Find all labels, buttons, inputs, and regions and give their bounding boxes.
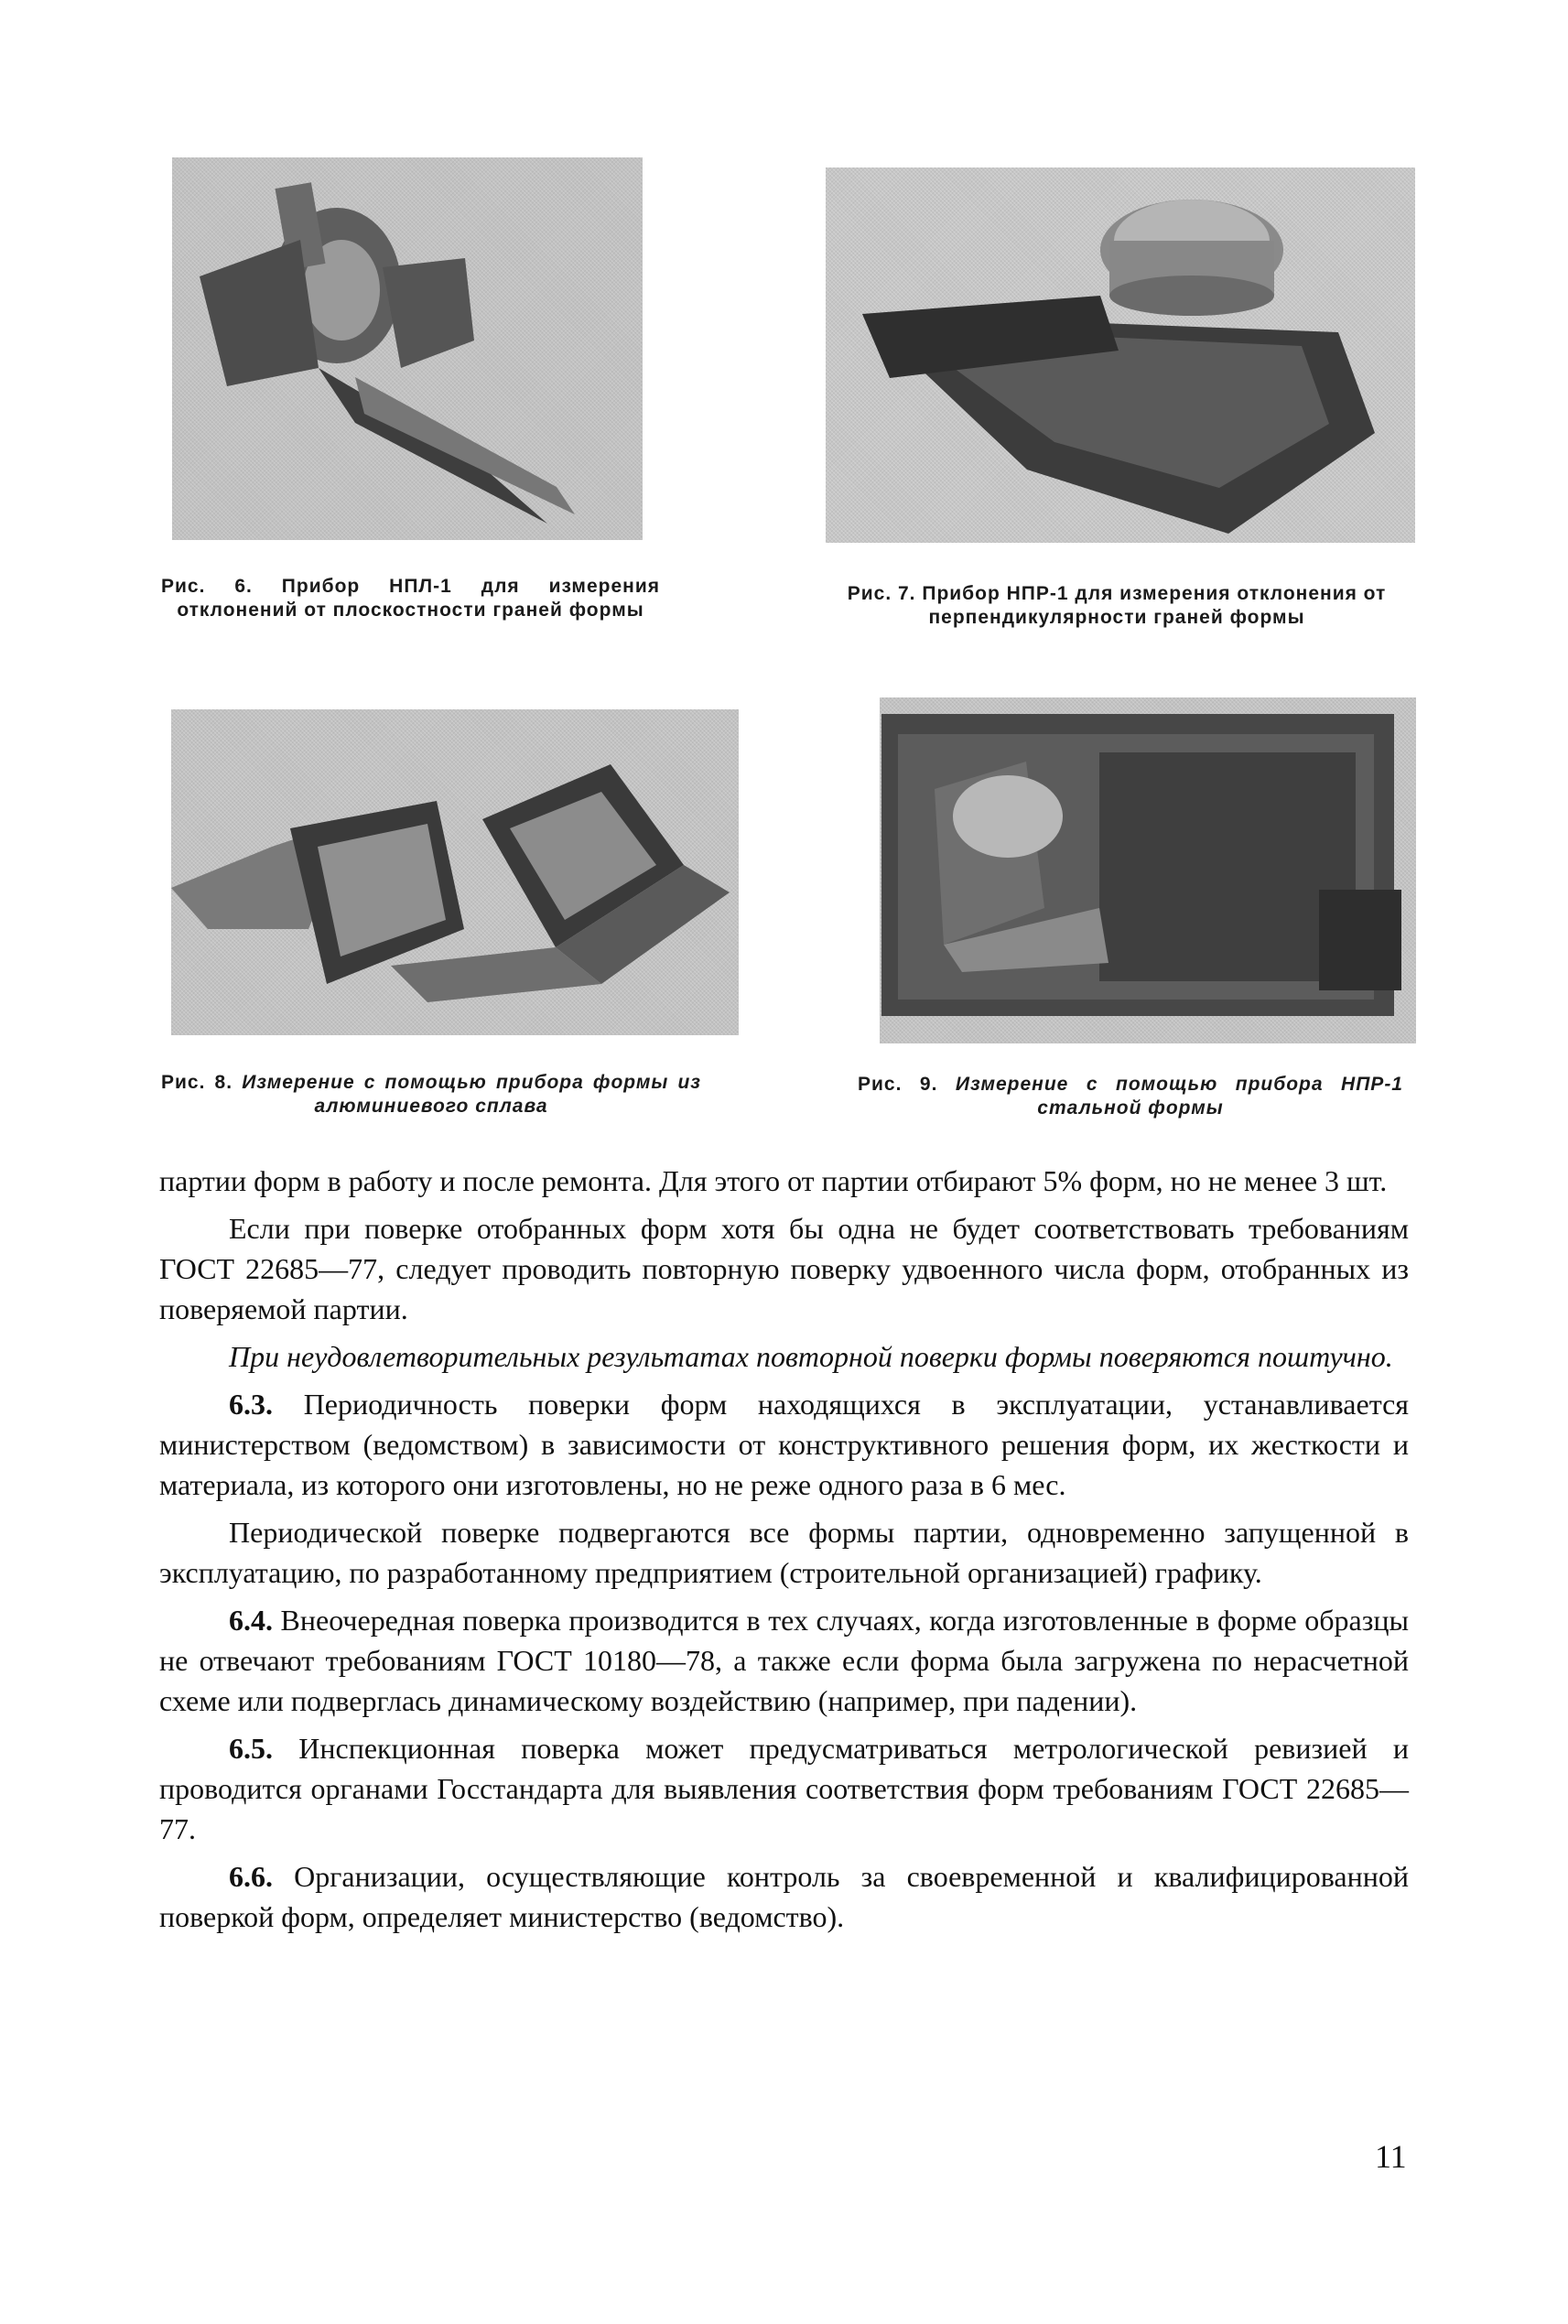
- figure-9-photo: [880, 697, 1416, 1043]
- figure-9-label: Рис. 9.: [858, 1074, 938, 1095]
- section-number: 6.4.: [229, 1604, 273, 1637]
- paragraph: [159, 1208, 1409, 1329]
- body-text: [159, 1161, 1409, 1944]
- figure-7-label: Рис. 7.: [847, 583, 916, 604]
- paragraph-text: Периодичность поверки форм находящихся в эксплуатации, устанавливается министерством (ведомством) в зависимости от конструктивного решения форм, их жесткости и материала, из которого они изготовлены, но не реже одного раза в 6 мес.: [159, 1388, 1409, 1501]
- figure-7-photo: [826, 168, 1415, 543]
- paragraph: [159, 1512, 1409, 1593]
- paragraph-text: партии форм в работу и после ремонта. Для этого от партии отбирают 5% форм, но не менее 3 шт.: [159, 1164, 1388, 1197]
- paragraph-text: Организации, осуществляющие контроль за своевременной и квалифицированной поверкой форм, определяет министерство (ведомство).: [159, 1860, 1409, 1933]
- figure-8-caption: [161, 1071, 701, 1119]
- figure-7-illustration: [826, 168, 1415, 543]
- paragraph-6-5: [159, 1728, 1409, 1849]
- paragraph-text: При неудовлетворительных результатах повторной поверки формы поверяются поштучно.: [229, 1340, 1393, 1373]
- page-number: 11: [1375, 2138, 1407, 2175]
- paragraph-text: Периодической поверке подвергаются все формы партии, одновременно запущенной в эксплуатацию, по разработанному предприятием (строительной организацией) графику.: [159, 1516, 1409, 1589]
- paragraph-text: Внеочередная поверка производится в тех случаях, когда изготовленные в форме образцы не отвечают требованиям ГОСТ 10180—78, а также если форма была загружена по нерасчетной схеме или подверглась динамическому воздействию (например, при падении).: [159, 1604, 1409, 1717]
- paragraph-6-3: [159, 1384, 1409, 1505]
- paragraph: [159, 1336, 1409, 1377]
- paragraph-text: Инспекционная поверка может предусматриваться метрологической ревизией и проводится органами Госстандарта для выявления соответствия форм требованиям ГОСТ 22685—77.: [159, 1732, 1409, 1845]
- figure-8-label: Рис. 8.: [161, 1072, 233, 1093]
- figure-6-caption-text: Прибор НПЛ-1 для измерения отклонений от плоскостности граней формы: [177, 576, 660, 621]
- paragraph-6-4: [159, 1600, 1409, 1721]
- figure-6-illustration: [172, 157, 643, 540]
- paragraph-text: Если при поверке отобранных форм хотя бы одна не будет соответствовать требованиям ГОСТ 22685—77, следует проводить повторную поверку удвоенного числа форм, отобранных из поверяемой партии.: [159, 1212, 1409, 1325]
- figure-9-caption-text: Измерение с помощью прибора НПР-1 стальной формы: [955, 1074, 1403, 1119]
- figure-8-illustration: [171, 709, 739, 1035]
- figure-8-photo: [171, 709, 739, 1035]
- figure-7-caption: [796, 582, 1437, 630]
- section-number: 6.5.: [229, 1732, 273, 1765]
- figure-6-caption: [161, 575, 660, 622]
- section-number: 6.6.: [229, 1860, 273, 1893]
- figure-8-caption-text: Измерение с помощью прибора формы из алюминиевого сплава: [242, 1072, 701, 1117]
- figure-9-caption: [858, 1073, 1403, 1120]
- paragraph-6-6: [159, 1856, 1409, 1937]
- figure-6-label: Рис. 6.: [161, 576, 253, 597]
- figure-6-photo: [172, 157, 643, 540]
- figure-9-illustration: [880, 697, 1416, 1043]
- paragraph-continuation: [159, 1161, 1409, 1201]
- section-number: 6.3.: [229, 1388, 273, 1421]
- figure-7-caption-text: Прибор НПР-1 для измерения отклонения от перпендикулярности граней формы: [922, 583, 1387, 628]
